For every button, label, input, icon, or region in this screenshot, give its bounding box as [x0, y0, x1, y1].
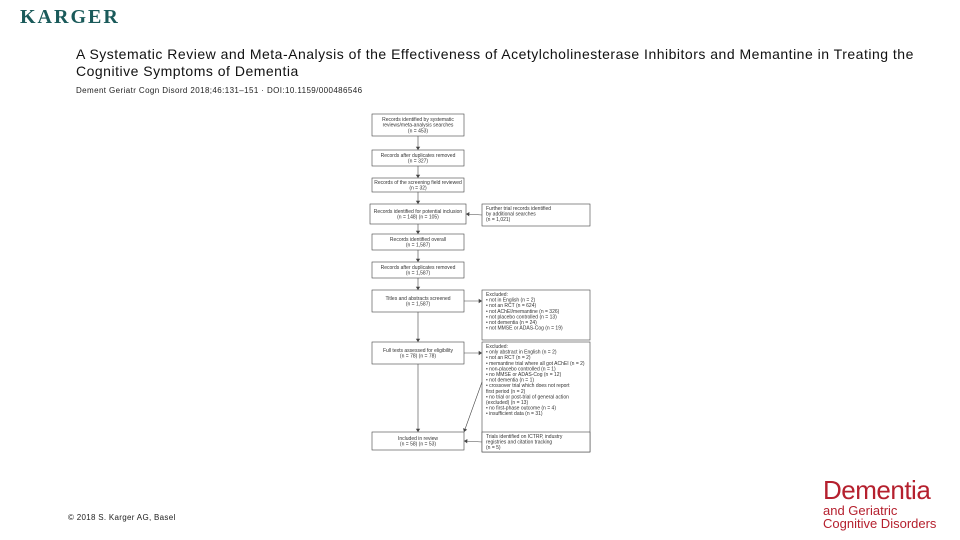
flow-side-box-4-text: registries and citation tracking [486, 439, 553, 446]
flow-box-9-text: Included in review [397, 435, 439, 442]
flow-side-box-3-text: • insufficient data (n = 31) [486, 411, 543, 418]
flow-arrow-side-2-head [479, 299, 482, 303]
flow-arrow-4-head [416, 231, 420, 234]
flow-side-box-2-text: Excluded: [486, 292, 508, 298]
flow-side-box-3-text: • crossover trial which does not report [486, 383, 570, 390]
flow-box-8-text: (n = 78) (n = 78) [399, 353, 437, 360]
flow-side-box-2-text: • not MMSE or ADAS-Cog (n = 19) [486, 325, 563, 332]
flow-box-4-text: Records identified for potential inclusion [373, 208, 463, 215]
journal-logo-line2: and Geriatric [823, 503, 898, 518]
flow-box-5-text: Records identified overall [389, 236, 447, 243]
flow-box-9-text: (n = 58) (n = 53) [399, 441, 437, 448]
flow-side-box-3-text: • not dementia (n = 1) [486, 377, 535, 384]
flow-box-1-text: reviews/meta-analysis searches [382, 122, 454, 129]
flow-box-6-text: (n = 1,587) [405, 270, 431, 277]
flow-arrow-3-head [416, 201, 420, 204]
flow-side-box-2-text: • not AChEI/memantine (n = 326) [486, 308, 560, 315]
flow-arrow-8-head [416, 429, 420, 432]
flow-arrow-6-head [416, 287, 420, 290]
copyright: © 2018 S. Karger AG, Basel [68, 513, 176, 522]
karger-logo: KARGER [20, 6, 120, 28]
flow-box-2-text: Records after duplicates removed [380, 152, 456, 159]
citation: Dement Geriatr Cogn Disord 2018;46:131–151 · DOI:10.1159/000486546 [76, 86, 363, 95]
flow-side-box-3-text: first period (n = 2) [486, 388, 526, 395]
slide-title: A Systematic Review and Meta-Analysis of the Effectiveness of Acetylcholinesterase Inhibitors and Memantine in Treating the Cognitive Symptoms of Dementia [76, 46, 914, 79]
flow-side-box-3-text: (excluded) (n = 13) [486, 400, 529, 406]
flow-box-6-text: Records after duplicates removed [380, 264, 456, 271]
flow-side-box-3-text: • non-placebo controlled (n = 1) [486, 366, 556, 373]
flow-box-2-text: (n = 327) [407, 158, 429, 165]
flow-arrow-2-head [416, 175, 420, 178]
flow-side-box-2-text: • not dementia (n = 24) [486, 320, 537, 326]
flow-box-5-text: (n = 1,587) [405, 242, 431, 249]
flow-side-box-3-text: • no trial or post-trial of general action [486, 394, 569, 401]
flow-box-4-text: (n = 148) (n = 105) [397, 214, 439, 221]
flow-side-box-1-text: Further trial records identified [486, 206, 552, 212]
flow-box-8-text: Full texts assessed for eligibility [382, 347, 454, 354]
flow-side-box-3-text: Excluded: [486, 344, 508, 350]
flow-side-box-1-text: (n = 1,021) [486, 217, 511, 224]
journal-logo-line3: Cognitive Disorders [823, 516, 937, 531]
flow-side-box-2-text: • not in English (n = 2) [486, 297, 536, 304]
flow-arrow-side-1-head [466, 212, 469, 216]
flow-arrow-side-5-head [464, 439, 467, 443]
flow-box-3-text: (n = 32) [409, 185, 427, 192]
flow-side-box-3-text: • not an RCT (n = 2) [486, 355, 531, 362]
prisma-flowchart [360, 110, 600, 456]
flow-side-box-3-text: • no MMSE or ADAS-Cog (n = 12) [486, 372, 562, 378]
flow-side-box-3-text: • memantine trial where all got AChEI (n = 2) [486, 360, 585, 367]
flow-side-box-1-text: by additional searches [486, 211, 536, 218]
flow-box-1-text: Records identified by systematic [382, 117, 454, 124]
flow-arrow-1-head [416, 147, 420, 150]
flow-arrow-side-4 [464, 382, 482, 432]
flow-box-7-text: (n = 1,587) [405, 301, 431, 308]
flow-side-box-2-text: • not an RCT (n = 624) [486, 303, 537, 310]
flow-side-box-2-text: • not placebo controlled (n = 13) [486, 314, 557, 321]
flow-box-7-text: Titles and abstracts screened [385, 295, 451, 302]
flow-side-box-3-text: • no first-phase outcome (n = 4) [486, 405, 556, 412]
flow-box-1-text: (n = 453) [407, 128, 429, 135]
journal-logo [823, 476, 953, 530]
flow-side-box-3-text: • only abstract in English (n = 2) [486, 349, 557, 356]
journal-logo-line1: Dementia [823, 475, 931, 505]
flow-arrow-side-3-head [479, 351, 482, 355]
flow-side-box-4-text: (n = 5) [486, 445, 501, 452]
flow-box-3-text: Records of the screening field reviewed [374, 179, 462, 186]
flow-arrow-5-head [416, 259, 420, 262]
flow-side-box-4-text: Trials identified on ICTRP, industry [486, 434, 563, 440]
flow-arrow-7-head [416, 339, 420, 342]
